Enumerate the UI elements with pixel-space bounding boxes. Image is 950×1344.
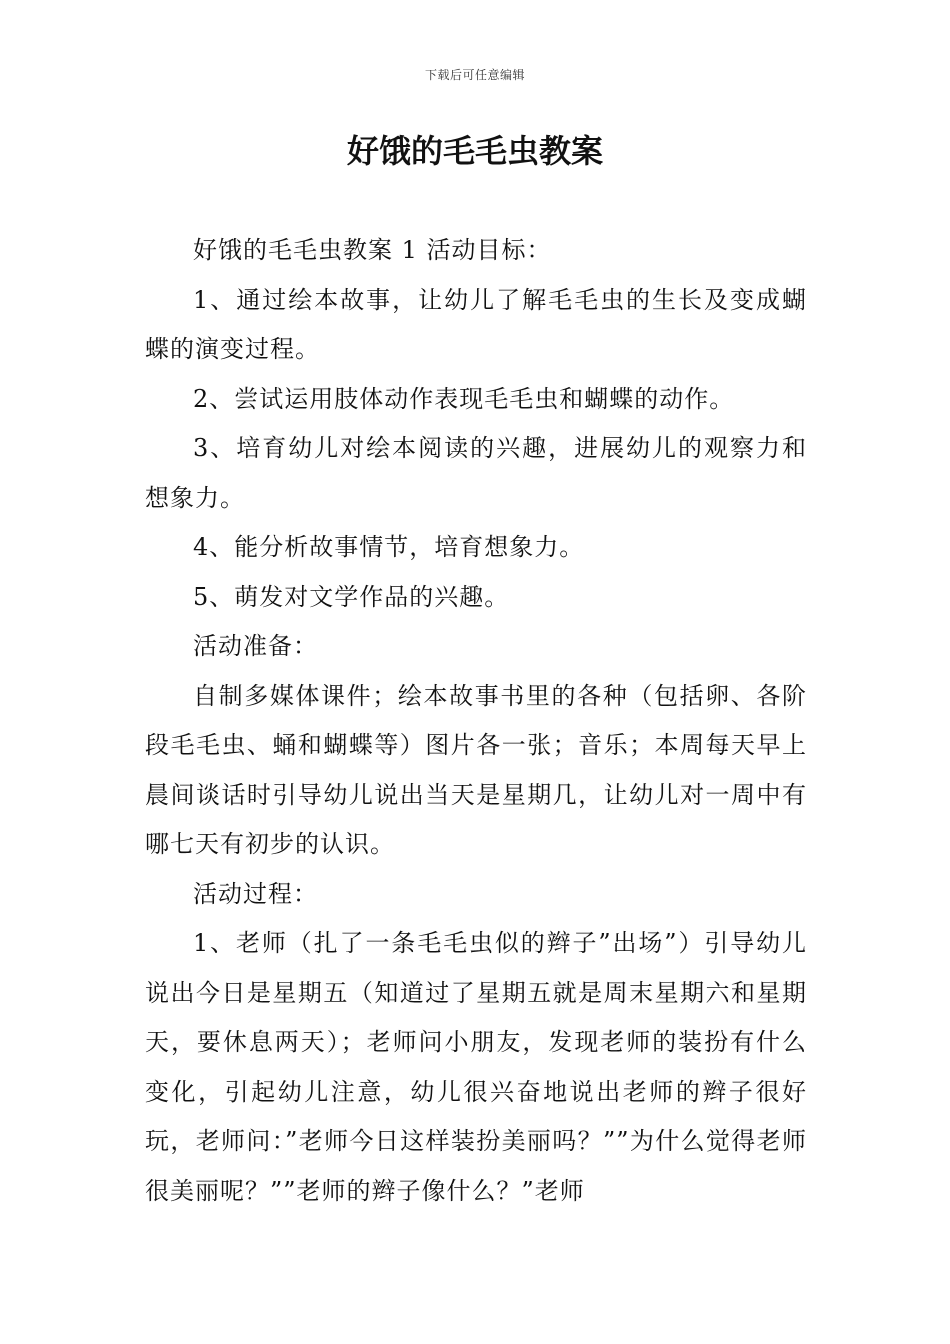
paragraph-process-1: 1、老师（扎了一条毛毛虫似的辫子”出场”）引导幼儿说出今日是星期五（知道过了星期五就是周末星期六和星期天，要休息两天）；老师问小朋友，发现老师的装扮有什么变化，引起幼儿注意，幼儿很兴奋地说出老师的辫子很好玩，老师问：”老师今日这样装扮美丽吗？””为什么觉得老师很美丽呢？””老师的辫子像什么？”老师 <box>145 929 807 1205</box>
paragraph-preparation: 自制多媒体课件；绘本故事书里的各种（包括卵、各阶段毛毛虫、蛹和蝴蝶等）图片各一张；音乐；本周每天早上晨间谈话时引导幼儿说出当天是星期几，让幼儿对一周中有哪七天有初步的认识。 <box>145 681 807 858</box>
document-body <box>145 226 807 1216</box>
paragraph-objective-3: 3、培育幼儿对绘本阅读的兴趣，进展幼儿的观察力和想象力。 <box>145 434 807 512</box>
paragraph-objective-5: 5、萌发对文学作品的兴趣。 <box>193 582 510 611</box>
paragraph-objective-4: 4、能分析故事情节，培育想象力。 <box>193 533 585 561</box>
paragraph-objectives-heading: 好饿的毛毛虫教案 1 活动目标： <box>193 236 552 264</box>
header-note: 下载后可任意编辑 <box>424 68 525 82</box>
paragraph-preparation-heading: 活动准备： <box>193 632 318 660</box>
paragraph-objective-2: 2、尝试运用肢体动作表现毛毛虫和蝴蝶的动作。 <box>193 384 735 413</box>
paragraph-objective-1: 1、通过绘本故事，让幼儿了解毛毛虫的生长及变成蝴蝶的演变过程。 <box>145 285 807 363</box>
paragraph-process-heading: 活动过程： <box>193 879 318 908</box>
document-title: 好饿的毛毛虫教案 <box>346 132 603 170</box>
